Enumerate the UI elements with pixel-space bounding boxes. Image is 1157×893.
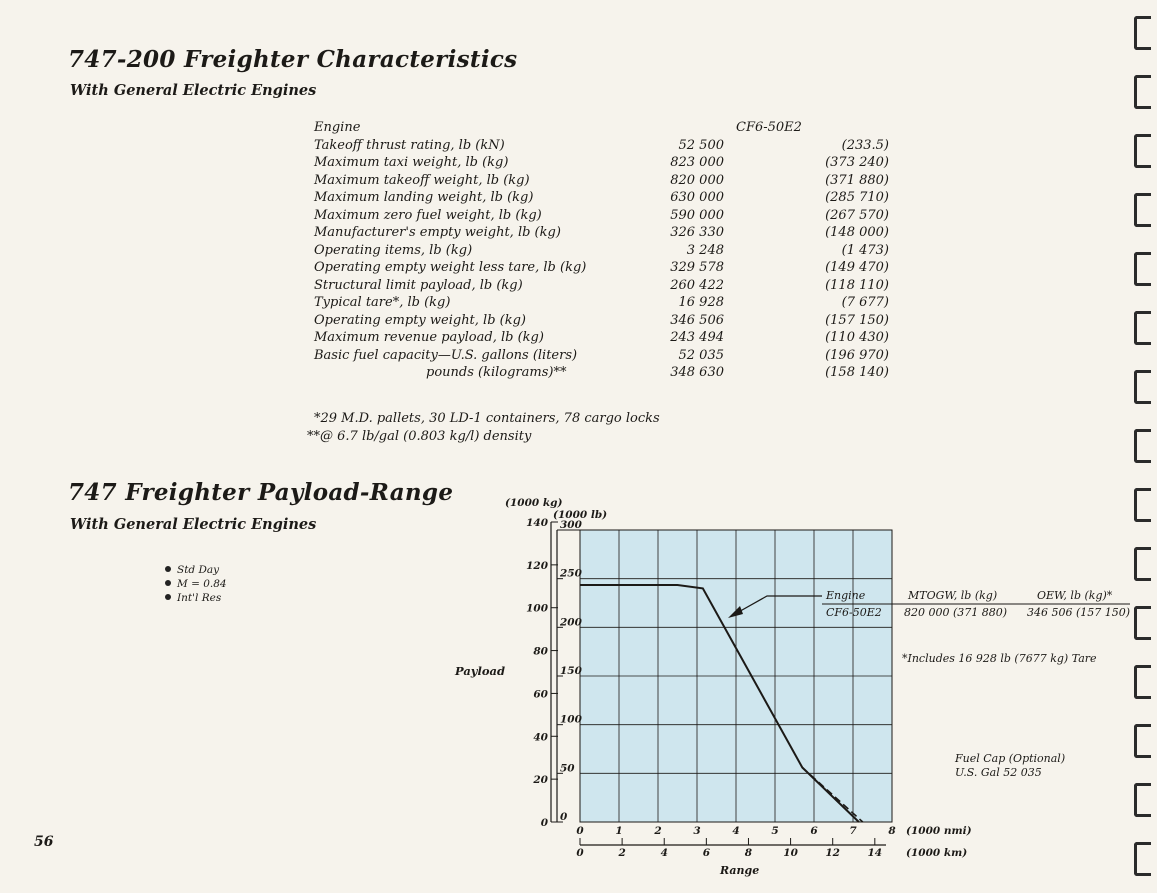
spec-row-label: Basic fuel capacity—U.S. gallons (liters) (314, 347, 578, 363)
chart-section-subtitle: With General Electric Engines (70, 516, 317, 533)
legend-oew-header: OEW, lb (kg)* (1037, 589, 1113, 602)
spiral-binding (1117, 0, 1157, 893)
engine-model: CF6-50E2 (736, 120, 802, 135)
binding-ring (1134, 842, 1151, 876)
x-tick-label-nmi: 7 (849, 825, 857, 837)
binding-ring (1134, 370, 1151, 404)
condition-intl-res: Int'l Res (165, 591, 227, 605)
y-tick-label-kg: 0 (540, 817, 548, 829)
binding-ring (1134, 547, 1151, 581)
page-title: 747-200 Freighter Characteristics (68, 46, 518, 73)
x-tick-label-nmi: 2 (654, 825, 662, 837)
x-tick-label-km: 6 (702, 847, 711, 859)
spec-row-value-kg: (7 677) (841, 295, 889, 310)
spec-row-value-kg: (285 710) (825, 190, 889, 205)
y-tick-label-lb: 50 (560, 762, 575, 775)
condition-mach: M = 0.84 (165, 577, 227, 591)
x-unit-nmi: (1000 nmi) (906, 825, 972, 837)
spec-row-label: Manufacturer's empty weight, lb (kg) (314, 225, 561, 240)
spec-row-value-kg: (267 570) (825, 207, 889, 223)
binding-ring (1134, 724, 1151, 758)
spec-row-label: pounds (kilograms)** (426, 365, 567, 380)
spec-row-label: Maximum zero fuel weight, lb (kg) (314, 207, 542, 223)
spec-row-label: Maximum landing weight, lb (kg) (314, 190, 534, 205)
y-tick-label-lb: 100 (560, 713, 582, 726)
spec-row-value-kg: (157 150) (825, 312, 889, 328)
binding-ring (1134, 134, 1151, 168)
legend-mtogw: 820 000 (371 880) (904, 606, 1008, 619)
spec-row-value-kg: (1 473) (841, 242, 889, 258)
spec-row-label: Operating empty weight less tare, lb (kg) (314, 260, 587, 275)
binding-ring (1134, 16, 1151, 50)
spec-row-value-lb: 52 500 (678, 137, 724, 153)
condition-std-day: Std Day (165, 563, 227, 577)
x-tick-label-nmi: 3 (693, 825, 701, 837)
fuel-cap-gallons: U.S. Gal 52 035 (955, 766, 1042, 779)
binding-ring (1134, 606, 1151, 640)
y-tick-label-kg: 100 (526, 602, 548, 615)
spec-row-value-lb: 820 000 (670, 172, 724, 188)
binding-ring (1134, 75, 1151, 109)
x-tick-label-km: 14 (867, 847, 883, 859)
x-tick-label-nmi: 0 (576, 825, 584, 837)
spec-row-value-lb: 326 330 (670, 225, 724, 240)
spec-row-value-kg: (118 110) (825, 277, 889, 293)
spec-row-value-lb: 346 506 (670, 312, 724, 328)
y-unit-lb: (1000 lb) (553, 509, 608, 521)
spec-row-label: Maximum revenue payload, lb (kg) (314, 330, 544, 345)
spec-row-label: Operating empty weight, lb (kg) (314, 312, 527, 328)
binding-ring (1134, 429, 1151, 463)
spec-row-value-lb: 52 035 (678, 347, 724, 363)
spec-row-label: Typical tare*, lb (kg) (314, 295, 451, 310)
spec-row-value-lb: 590 000 (670, 207, 724, 223)
spec-row-value-lb: 260 422 (670, 277, 724, 293)
spec-row-value-kg: (196 970) (825, 347, 889, 363)
tare-note: *Includes 16 928 lb (7677 kg) Tare (902, 652, 1097, 665)
y-axis-label: Payload (455, 664, 506, 678)
footnote-density: **@ 6.7 lb/gal (0.803 kg/l) density (307, 429, 532, 444)
x-unit-km: (1000 km) (906, 847, 968, 859)
y-tick-label-kg: 120 (526, 559, 548, 572)
legend-engine-header: Engine (826, 589, 866, 602)
binding-ring (1134, 783, 1151, 817)
spec-row-value-kg: (373 240) (825, 155, 889, 170)
y-unit-kg: (1000 kg) (505, 497, 563, 509)
fuel-cap-note: Fuel Cap (Optional) (955, 752, 1066, 765)
x-axis-label: Range (720, 864, 760, 877)
binding-ring (1134, 193, 1151, 227)
spec-row-value-lb: 348 630 (670, 365, 724, 380)
spec-row-value-lb: 16 928 (678, 295, 724, 310)
y-tick-label-kg: 40 (533, 731, 548, 744)
x-tick-label-km: 8 (744, 847, 753, 859)
y-tick-label-kg: 60 (533, 688, 548, 701)
binding-ring (1134, 665, 1151, 699)
x-tick-label-nmi: 8 (888, 825, 896, 837)
binding-ring (1134, 488, 1151, 522)
x-tick-label-nmi: 6 (810, 825, 818, 837)
x-tick-label-nmi: 5 (771, 825, 779, 837)
y-tick-label-lb: 300 (560, 519, 582, 531)
y-tick-label-kg: 80 (533, 645, 548, 658)
legend-mtogw-header: MTOGW, lb (kg) (908, 589, 998, 602)
y-tick-label-lb: 250 (560, 567, 582, 580)
x-tick-label-km: 10 (783, 847, 798, 859)
x-tick-label-km: 2 (618, 847, 626, 859)
spec-row-value-kg: (233.5) (841, 137, 889, 153)
y-tick-label-lb: 200 (560, 616, 582, 629)
spec-row-label: Maximum taxi weight, lb (kg) (314, 155, 509, 170)
binding-ring (1134, 252, 1151, 286)
legend-oew: 346 506 (157 150) (1027, 606, 1131, 619)
spec-row-label: Takeoff thrust rating, lb (kN) (314, 137, 505, 153)
engine-label: Engine (314, 120, 361, 135)
spec-row-value-kg: (371 880) (825, 172, 889, 188)
footnote-pallets: *29 M.D. pallets, 30 LD-1 containers, 78 cargo locks (314, 411, 660, 426)
spec-row-value-kg: (110 430) (825, 330, 889, 345)
spec-row-label: Operating items, lb (kg) (314, 242, 473, 258)
spec-row-label: Structural limit payload, lb (kg) (314, 277, 523, 293)
spec-row-value-lb: 3 248 (686, 242, 724, 258)
spec-row-value-lb: 823 000 (670, 155, 724, 170)
page-number: 56 (34, 834, 54, 850)
page-subtitle: With General Electric Engines (70, 82, 317, 99)
spec-row-value-kg: (158 140) (825, 365, 889, 380)
legend-engine: CF6-50E2 (826, 606, 882, 619)
y-tick-label-kg: 140 (526, 517, 548, 529)
spec-row-value-lb: 243 494 (670, 330, 724, 345)
y-tick-label-lb: 150 (560, 665, 582, 677)
x-tick-label-km: 4 (660, 847, 668, 859)
spec-row-value-kg: (149 470) (825, 260, 889, 275)
chart-section-title: 747 Freighter Payload-Range (68, 479, 454, 506)
x-tick-label-km: 0 (576, 847, 584, 859)
y-tick-label-kg: 20 (533, 774, 548, 787)
spec-row-value-lb: 630 000 (670, 190, 724, 205)
y-tick-label-lb: 0 (560, 811, 568, 823)
spec-row-value-lb: 329 578 (670, 260, 724, 275)
x-tick-label-nmi: 1 (615, 825, 623, 837)
x-tick-label-nmi: 4 (732, 825, 740, 837)
binding-ring (1134, 311, 1151, 345)
x-tick-label-km: 12 (825, 847, 841, 859)
spec-row-value-kg: (148 000) (825, 225, 889, 240)
spec-row-label: Maximum takeoff weight, lb (kg) (314, 172, 530, 188)
